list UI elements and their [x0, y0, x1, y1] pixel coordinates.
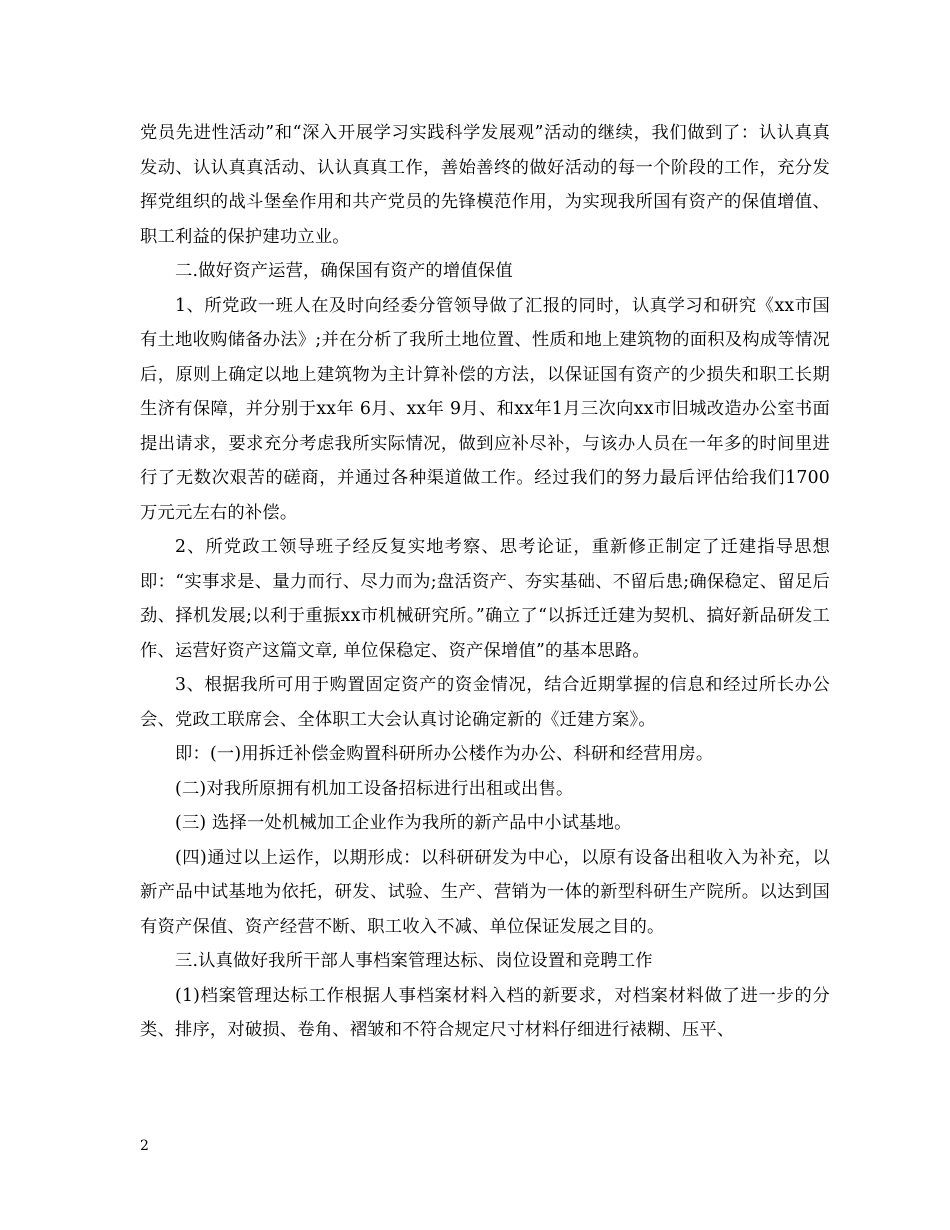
paragraph-5: 3、根据我所可用于购置固定资产的资金情况，结合近期掌握的信息和经过所长办公会、党政工联席会、全体职工大会认真讨论确定新的《迁建方案》。 [140, 675, 830, 730]
paragraph-10: 三.认真做好我所干部人事档案管理达标、岗位设置和竞聘工作 [175, 951, 653, 971]
body-text [140, 116, 830, 1048]
paragraph-9: (四)通过以上运作，以期形成：以科研研发为中心，以原有设备出租收入为补充，以新产品中试基地为依托，研发、试验、生产、营销为一体的新型科研生产院所。以达到国有资产保值、资产经营不断、职工收入不减、单位保证发展之目的。 [140, 847, 830, 937]
paragraph-3: 1、所党政一班人在及时向经委分管领导做了汇报的同时，认真学习和研究《xx市国有土地收购储备办法》;并在分析了我所土地位置、性质和地上建筑物的面积及构成等情况后，原则上确定以地上建筑物为主计算补偿的方法，以保证国有资产的少损失和职工长期生济有保障，并分别于xx年 6月、xx年 9月、和xx年1月三次向xx市旧城改造办公室书面提出请求，要求充分考虑我所实际情况，做到应补尽补，与该办人员在一年多的时间里进行了无数次艰苦的磋商，并通过各种渠道做工作。经过我们的努力最后评估给我们1700万元元左右的补偿。 [140, 295, 830, 523]
paragraph-1: 党员先进性活动”和“深入开展学习实践科学发展观”活动的继续，我们做到了：认认真真发动、认认真真活动、认认真真工作，善始善终的做好活动的每一个阶段的工作，充分发挥党组织的战斗堡垒作用和共产党员的先锋模范作用，为实现我所国有资产的保值增值、职工利益的保护建功立业。 [140, 123, 830, 247]
paragraph-6: 即：(一)用拆迁补偿金购置科研所办公楼作为办公、科研和经营用房。 [175, 744, 714, 764]
paragraph-11: (1)档案管理达标工作根据人事档案材料入档的新要求，对档案材料做了进一步的分类、排序，对破损、卷角、褶皱和不符合规定尺寸材料仔细进行裱糊、压平、 [140, 985, 830, 1040]
paragraph-4: 2、所党政工领导班子经反复实地考察、思考论证，重新修正制定了迁建指导思想即：“实事求是、量力而行、尽力而为;盘活资产、夯实基础、不留后患;确保稳定、留足后劲、择机发展;以利于重振xx市机械研究所。”确立了“以拆迁迁建为契机、搞好新品研发工作、运营好资产这篇文章, 单位保稳定、资产保增值”的基本思路。 [140, 537, 830, 661]
paragraph-2: 二.做好资产运营，确保国有资产的增值保值 [175, 261, 513, 281]
page-number: 2 [140, 1138, 149, 1154]
paragraph-8: (三) 选择一处机械加工企业作为我所的新产品中小试基地。 [175, 813, 632, 833]
paragraph-7: (二)对我所原拥有机加工设备招标进行出租或出售。 [175, 778, 574, 799]
